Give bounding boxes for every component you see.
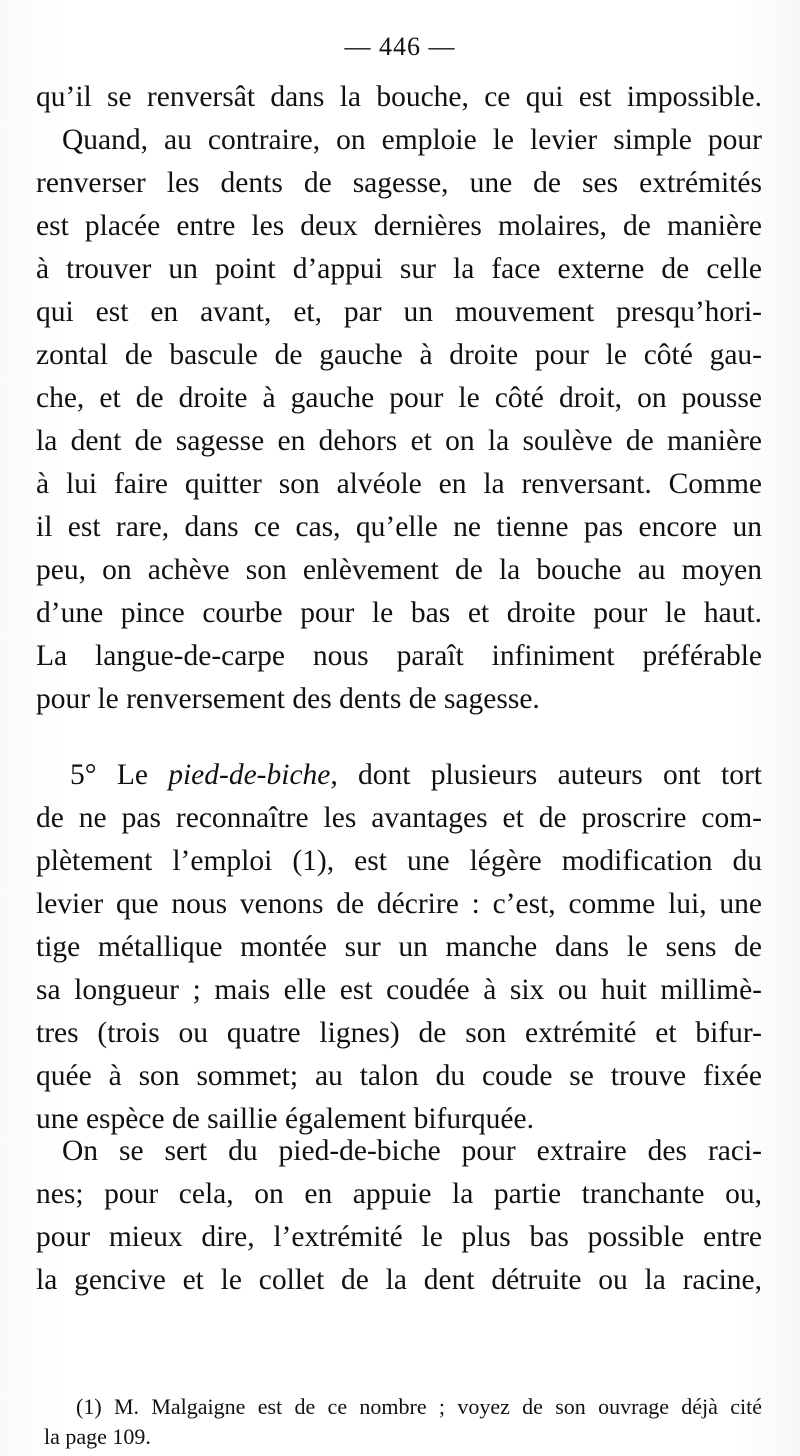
paragraph-usage [36, 1130, 762, 1302]
text-line: sa longueur ; mais elle est coudée à six ou huit millimè- [36, 974, 762, 1006]
text-line: qu’il se renversât dans la bouche, ce qui est impossible. [36, 81, 762, 113]
text-line: il est rare, dans ce cas, qu’elle ne tienne pas encore un [36, 511, 762, 543]
footnote-line: (1) M. Malgaigne est de ce nombre ; voyez de son ouvrage déjà cité [76, 1394, 762, 1419]
text-line: peu, on achève son enlèvement de la bouche au moyen [36, 554, 762, 586]
text-line: On se sert du pied-de-biche pour extraire des raci- [62, 1135, 762, 1167]
text-line: qui est en avant, et, par un mouvement presqu’hori- [36, 296, 762, 328]
text-line: d’une pince courbe pour le bas et droite pour le haut. [36, 597, 762, 629]
paragraph-levier [36, 76, 762, 721]
text-line: quée à son sommet; au talon du coude se trouve fixée [36, 1060, 762, 1092]
text-line: pour le renversement des dents de sagesse. [36, 683, 540, 715]
text-line: à trouver un point d’appui sur la face externe de celle [36, 253, 762, 285]
text-line: plètement l’emploi (1), est une légère modification du [36, 845, 762, 877]
text-line: pour mieux dire, l’extrémité le plus bas possible entre [36, 1221, 762, 1253]
text-prefix: 5° Le [70, 759, 169, 791]
text-line: zontal de bascule de gauche à droite pour le côté gau- [36, 339, 762, 371]
text-line: levier que nous venons de décrire : c’est, comme lui, une [36, 888, 762, 920]
text-line: che, et de droite à gauche pour le côté droit, on pousse [36, 382, 762, 414]
text-line: tige métallique montée sur un manche dans le sens de [36, 931, 762, 963]
text-line: une espèce de saillie également bifurquée. [36, 1103, 534, 1135]
text-line: est placée entre les deux dernières molaires, de manière [36, 210, 762, 242]
term-emphasis: pied-de-biche, [168, 759, 338, 791]
paragraph-pied-de-biche [36, 754, 762, 1141]
text-line: de ne pas reconnaître les avantages et de proscrire com- [36, 802, 762, 834]
text-line-first [36, 754, 762, 797]
page-number: — 446 — [344, 32, 456, 61]
footnote [44, 1392, 762, 1452]
text-line: la gencive et le collet de la dent détruite ou la racine, [36, 1264, 762, 1296]
text-line: renverser les dents de sagesse, une de ses extrémités [36, 167, 762, 199]
text-line: à lui faire quitter son alvéole en la renversant. Comme [36, 468, 762, 500]
text-line: tres (trois ou quatre lignes) de son extrémité et bifur- [36, 1017, 762, 1049]
text-line: la dent de sagesse en dehors et on la soulève de manière [36, 425, 762, 457]
footnote-line: la page 109. [44, 1424, 151, 1449]
text-line: nes; pour cela, on en appuie la partie tranchante ou, [36, 1178, 762, 1210]
text-rest: dont plusieurs auteurs ont tort [337, 759, 762, 791]
text-line: Quand, au contraire, on emploie le levier simple pour [62, 124, 762, 156]
text-line: La langue-de-carpe nous paraît infiniment préférable [36, 640, 762, 672]
